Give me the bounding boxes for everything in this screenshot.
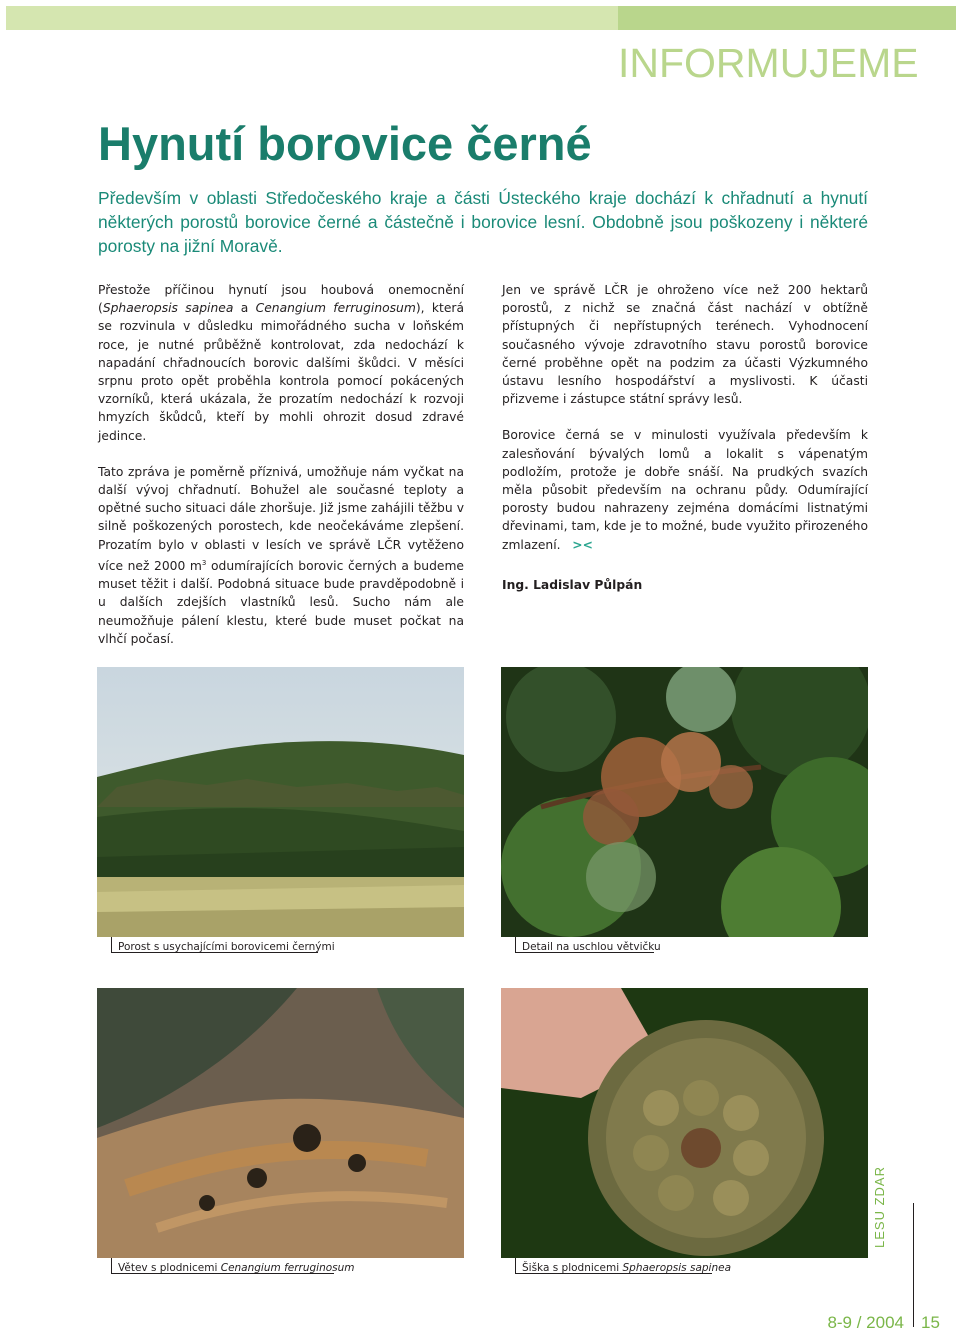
text-run: odumírajících borovic černých a budeme muset těžit i další. Podobná situace bude pravděpodobně i u dalších zdejších vlastníků lesů. Sucho nám ale neumožňuje pálení klestu, které bude muset počkat na vlhčí počasí. [98, 558, 464, 646]
text-run: a [233, 301, 256, 316]
photo-hillside [97, 667, 464, 937]
text-run: ), která se rozvinula v důsledku mimořádného sucha v loňském roce, je nutné průběžně kontrolovat, zda nedochází k napadání chřadnoucích borovic dalšími škůdci. V měsíci srpnu proto opět proběhla kontrola pomocí pokácených vzorníků, která ukázala, že prozatím nedochází k rozvoji hmyzích škůdců, kteří by mohli ohrozit dosud zdravé jedince. [98, 301, 465, 443]
header-bar-left [6, 6, 618, 30]
species-name: Sphaeropsis sapinea [622, 1262, 732, 1274]
paragraph: Jen ve správě LČR je ohroženo více než 200 hektarů porostů, z nichž se značná část nachází v obtížně přístupných či nepřístupných terénech. Vyhodnocení současného vývoje zdravotního stavu porostů borovice černé proběhne opět na podzim za účasti Výzkumného ústavu lesního hospodářství a myslivosti. K účasti přizveme i zástupce státní správy lesů. [502, 283, 868, 407]
paragraph [98, 281, 464, 445]
page-number: 15 [921, 1313, 940, 1332]
text-run: Větev s plodnicemi [118, 1262, 221, 1274]
species-name: Cenangium ferruginosum [255, 301, 416, 316]
issue-number: 8-9 / 2004 [827, 1313, 904, 1332]
photo-caption [118, 1262, 355, 1275]
photo-bark [97, 988, 464, 1258]
text-run: Tato zpráva je poměrně příznivá, umožňuje nám vyčkat na další vývoj chřadnutí. Bohužel ale současné teploty a opětné sucho situaci dále zhoršuje. Již jsme zahájili těžbu v silně poškozených porostech, kde neočekáváme zlepšení. Prozatím bylo v oblasti v lesích ve správě LČR vytěženo více než 2000 m [98, 464, 464, 573]
photo-caption: Porost s usychajícími borovicemi černými [118, 941, 335, 953]
article-lead: Především v oblasti Středočeského kraje a části Ústeckého kraje dochází k chřadnutí a hynutí některých porostů borovice černé a částečně i borovice lesní. Obdobně jsou poškozeny i některé porosty na jižní Moravě. [98, 188, 868, 256]
section-label: INFORMUJEME [618, 40, 919, 86]
text-run: Borovice černá se v minulosti využívala především k zalesňování bývalých lomů a lokalit s vápenatým podložím, protože je dobře snáší. Na prudkých svazích měla působit především na ochranu půdy. Odumírající porosty budou nahrazeny zejména domácími listnatými dřevinami, tam, kde je to možné, bude využito přirozeného zmlazení. [502, 428, 868, 552]
article-title: Hynutí borovice černé [98, 117, 592, 170]
author: Ing. Ladislav Půlpán [502, 577, 643, 592]
species-name: Cenangium ferruginosum [220, 1262, 355, 1274]
superscript: 3 [201, 558, 207, 567]
column-right [502, 281, 868, 612]
photo-caption: Detail na uschlou větvičku [522, 941, 661, 953]
header-bar-right [618, 6, 956, 30]
magazine-name: LESU ZDAR [872, 1166, 887, 1248]
text-run: Přestože příčinou hynutí jsou houbová onemocnění ( [98, 283, 464, 316]
photo-caption [522, 1262, 731, 1275]
paragraph [98, 463, 464, 648]
paragraph [502, 426, 868, 553]
end-mark: >< [572, 537, 593, 552]
column-left [98, 281, 464, 666]
text-run: Šiška s plodnicemi [522, 1262, 623, 1274]
photo-pine-cone [501, 988, 868, 1258]
photo-dead-branch [501, 667, 868, 937]
species-name: Sphaeropsis sapinea [102, 301, 234, 316]
footer-divider [913, 1203, 914, 1327]
